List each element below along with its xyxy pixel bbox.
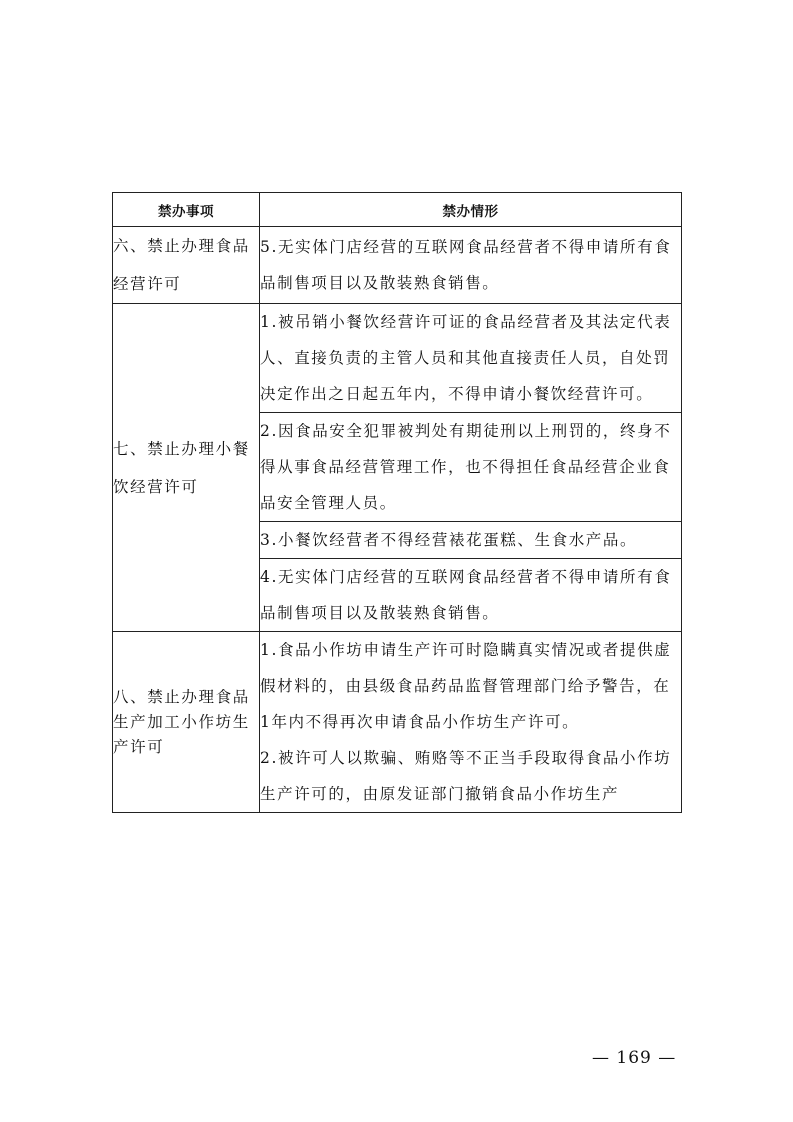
condition-cell: 4.无实体门店经营的互联网食品经营者不得申请所有食品制售项目以及散装熟食销售。 [260,559,682,632]
table-header-row [113,193,682,227]
category-cell: 六、禁止办理食品经营许可 [113,227,260,304]
table-row [113,632,682,813]
header-prohibited-condition: 禁办情形 [260,193,682,227]
condition-cell: 3.小餐饮经营者不得经营裱花蛋糕、生食水产品。 [260,522,682,559]
page-number: — 169 — [592,1048,677,1068]
category-cell: 七、禁止办理小餐饮经营许可 [113,304,260,632]
table-row [113,304,682,413]
condition-cell: 1.被吊销小餐饮经营许可证的食品经营者及其法定代表人、直接负责的主管人员和其他直接责任人员，自处罚决定作出之日起五年内，不得申请小餐饮经营许可。 [260,304,682,413]
condition-cell: 2.因食品安全犯罪被判处有期徒刑以上刑罚的，终身不得从事食品经营管理工作，也不得担任食品经营企业食品安全管理人员。 [260,413,682,522]
condition-cell: 5.无实体门店经营的互联网食品经营者不得申请所有食品制售项目以及散装熟食销售。 [260,227,682,304]
condition-cell [260,632,682,813]
prohibited-items-table [112,192,682,813]
category-cell: 八、禁止办理食品生产加工小作坊生产许可 [113,632,260,813]
condition-paragraph: 1.食品小作坊申请生产许可时隐瞒真实情况或者提供虚假材料的，由县级食品药品监督管理部门给予警告，在1年内不得再次申请食品小作坊生产许可。 [260,641,672,731]
condition-paragraph: 2.被许可人以欺骗、贿赂等不正当手段取得食品小作坊生产许可的，由原发证部门撤销食品小作坊生产 [260,749,672,803]
header-prohibited-item: 禁办事项 [113,193,260,227]
table-row [113,227,682,304]
